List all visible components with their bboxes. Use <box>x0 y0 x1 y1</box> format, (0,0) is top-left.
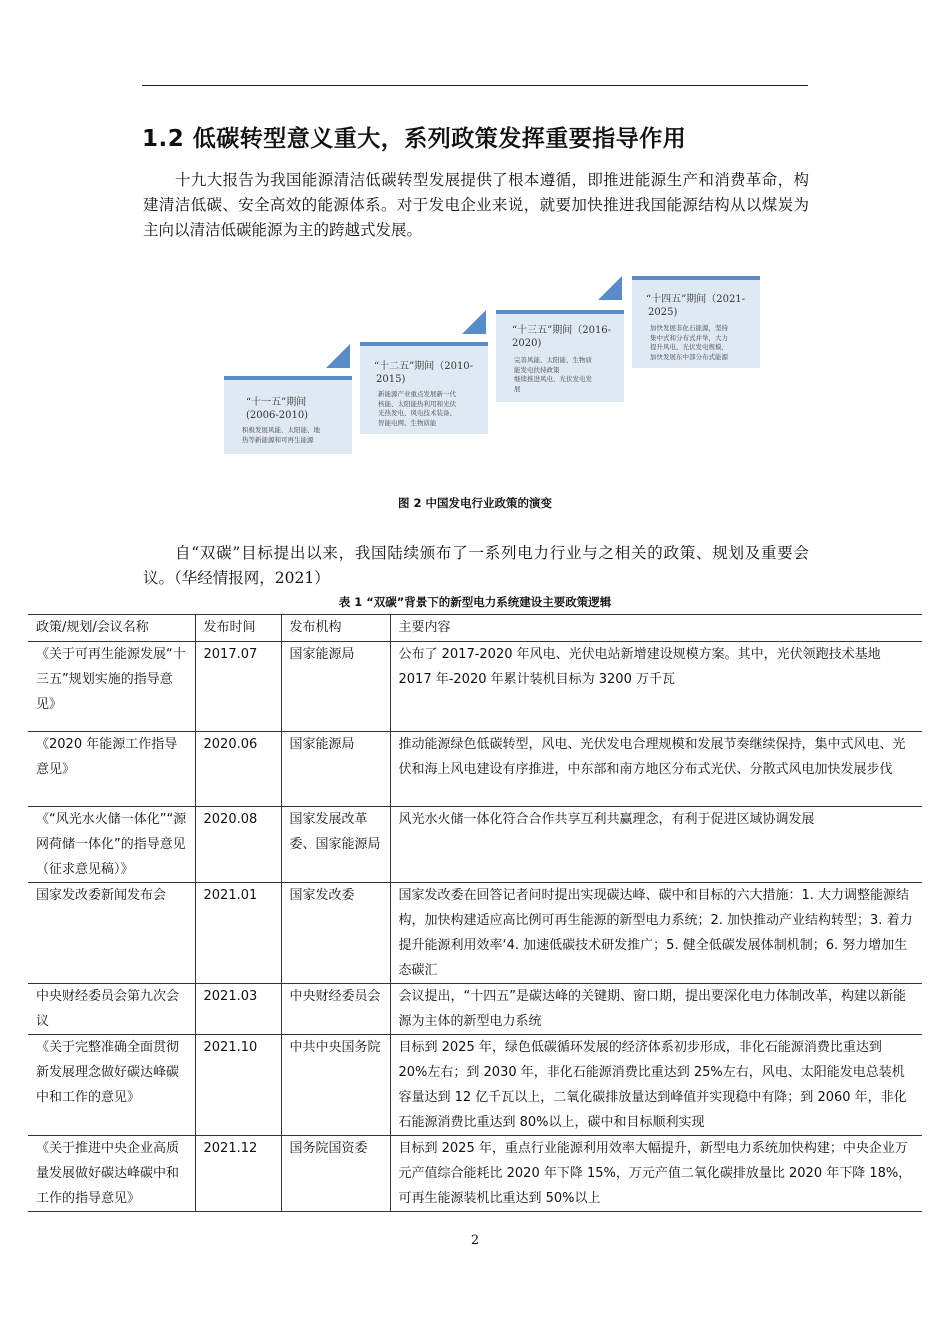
step-2-point: 智能电网、生物质能 <box>378 418 437 427</box>
step-1-points <box>242 426 320 445</box>
table-row <box>28 883 922 984</box>
step-2-period: “十二五”期间（2010- <box>374 361 474 372</box>
step-2-points <box>378 390 456 428</box>
cell-agency: 中共中央国务院 <box>281 1035 390 1136</box>
step-3-points <box>514 356 592 394</box>
cell-agency: 国务院国资委 <box>281 1136 390 1212</box>
cell-name: 《2020 年能源工作指导意见》 <box>28 732 195 807</box>
table-row <box>28 642 922 732</box>
cell-content: 目标到 2025 年，绿色低碳循环发展的经济体系初步形成，非化石能源消费比重达到 20%左右；到 2030 年，非化石能源消费比重达到 25%左右，风电、太阳能发电总装机容量达到 12 亿千瓦以上，二氧化碳排放量达到峰值并实现稳中有降；到 2060 年，非化石能源消费比重达到 80%以上，碳中和目标顺利实现 <box>390 1035 922 1136</box>
cell-name: 中央财经委员会第九次会议 <box>28 984 195 1035</box>
header-rule <box>142 85 808 86</box>
step-3-point: 完善风能、太阳能、生物质 <box>514 356 592 364</box>
cell-date: 2020.06 <box>195 732 281 807</box>
page-number: 2 <box>470 1233 480 1248</box>
step-1-period: “十一五”期间 <box>246 397 307 408</box>
cell-date: 2021.12 <box>195 1136 281 1212</box>
step-3-point: 展 <box>514 384 521 393</box>
step-3-point: 能发电扶持政策 <box>514 365 560 374</box>
cell-agency: 国家发改委 <box>281 883 390 984</box>
header-name: 政策/规划/会议名称 <box>28 615 195 642</box>
step-3-point: 继续推进风电、光伏发电发 <box>514 375 592 383</box>
step-2-point: 新能源产业重点发展新一代 <box>378 390 456 398</box>
step-arrow-3 <box>598 276 622 300</box>
table-header-row <box>28 615 922 642</box>
table-caption: 表 1 “双碳”背景下的新型电力系统建设主要政策逻辑 <box>338 595 612 609</box>
step-4-point: 提升风电、光伏发电规模， <box>650 343 728 351</box>
cell-agency: 中央财经委员会 <box>281 984 390 1035</box>
table-row <box>28 1035 922 1136</box>
cell-date: 2021.10 <box>195 1035 281 1136</box>
cell-agency: 国家能源局 <box>281 732 390 807</box>
table-row <box>28 807 922 883</box>
cell-date: 2017.07 <box>195 642 281 732</box>
step-3-period: “十三五”期间（2016- <box>512 325 612 336</box>
step-4-point: 加快发展东中部分布式能源 <box>650 352 728 361</box>
cell-content: 公布了 2017-2020 年风电、光伏电站新增建设规模方案。其中，光伏领跑技术基地 2017 年-2020 年累计装机目标为 3200 万千瓦 <box>390 642 922 732</box>
step-arrow-1 <box>326 344 350 368</box>
step-3-years: 2020) <box>512 338 542 349</box>
cell-agency: 国家发展改革委、国家能源局 <box>281 807 390 883</box>
header-date: 发布时间 <box>195 615 281 642</box>
cell-agency: 国家能源局 <box>281 642 390 732</box>
cell-content: 国家发改委在回答记者问时提出实现碳达峰、碳中和目标的六大措施：1. 大力调整能源结构，加快构建适应高比例可再生能源的新型电力系统；2. 加快推动产业结构转型；3. 着力提升能源利用效率‘4. 加速低碳技术研发推广；5. 健全低碳发展体制机制；6. 努力增加生态碳汇 <box>390 883 922 984</box>
step-4-years: 2025) <box>648 307 678 318</box>
figure-caption: 图 2 中国发电行业政策的演变 <box>397 496 552 510</box>
header-agency: 发布机构 <box>281 615 390 642</box>
cell-date: 2021.03 <box>195 984 281 1035</box>
cell-content: 目标到 2025 年，重点行业能源利用效率大幅提升，新型电力系统加快构建；中央企业万元产值综合能耗比 2020 年下降 15%，万元产值二氧化碳排放量比 2020 年下降 18%，可再生能源装机比重达到 50%以上 <box>390 1136 922 1212</box>
cell-date: 2020.08 <box>195 807 281 883</box>
cell-name: 《关于可再生能源发展“十三五”规划实施的指导意见》 <box>28 642 195 732</box>
cell-content: 风光水火储一体化符合合作共享互利共赢理念，有利于促进区域协调发展 <box>390 807 922 883</box>
step-2-point: 光热发电、风电技术装备、 <box>378 409 456 417</box>
step-1-point: 积极发展风能、太阳能、地 <box>242 426 320 434</box>
step-4-point: 加快发展非化石能源，坚持 <box>650 324 728 332</box>
cell-name: 国家发改委新闻发布会 <box>28 883 195 984</box>
cell-content: 会议提出，“十四五”是碳达峰的关键期、窗口期，提出要深化电力体制改革，构建以新能源为主体的新型电力系统 <box>390 984 922 1035</box>
policy-evolution-figure <box>224 276 760 454</box>
cell-name: 《关于完整准确全面贯彻新发展理念做好碳达峰碳中和工作的意见》 <box>28 1035 195 1136</box>
cell-name: 《关于推进中央企业高质量发展做好碳达峰碳中和工作的指导意见》 <box>28 1136 195 1212</box>
cell-date: 2021.01 <box>195 883 281 984</box>
step-2-years: 2015) <box>376 374 406 385</box>
paragraph-policy: 自“双碳”目标提出以来，我国陆续颁布了一系列电力行业与之相关的政策、规划及重要会议。（华经情报网，2021） <box>143 544 809 587</box>
step-2-point: 核能、太阳能热利用和光伏 <box>378 399 456 408</box>
step-4-point: 集中式和分布式并举，大力 <box>650 333 728 342</box>
step-4-points <box>650 324 728 362</box>
paragraph-intro: 十九大报告为我国能源清洁低碳转型发展提供了根本遵循，即推进能源生产和消费革命，构建清洁低碳、安全高效的能源体系。对于发电企业来说，就要加快推进我国能源结构从以煤炭为主向以清洁低碳能源为主的跨越式发展。 <box>143 171 809 239</box>
table-row <box>28 984 922 1035</box>
cell-content: 推动能源绿色低碳转型，风电、光伏发电合理规模和发展节奏继续保持，集中式风电、光伏和海上风电建设有序推进，中东部和南方地区分布式光伏、分散式风电加快发展步伐 <box>390 732 922 807</box>
step-4-period: “十四五”期间（2021- <box>646 294 746 305</box>
policy-table <box>28 614 922 1212</box>
section-title: 1.2 低碳转型意义重大，系列政策发挥重要指导作用 <box>142 126 687 152</box>
step-1-point: 热等新能源和可再生能源 <box>242 435 314 444</box>
table-row <box>28 732 922 807</box>
step-1-years: (2006-2010) <box>246 410 309 421</box>
step-arrow-2 <box>462 310 486 334</box>
header-content: 主要内容 <box>390 615 922 642</box>
table-row <box>28 1136 922 1212</box>
cell-name: 《“风光水火储一体化”“源网荷储一体化”的指导意见（征求意见稿）》 <box>28 807 195 883</box>
